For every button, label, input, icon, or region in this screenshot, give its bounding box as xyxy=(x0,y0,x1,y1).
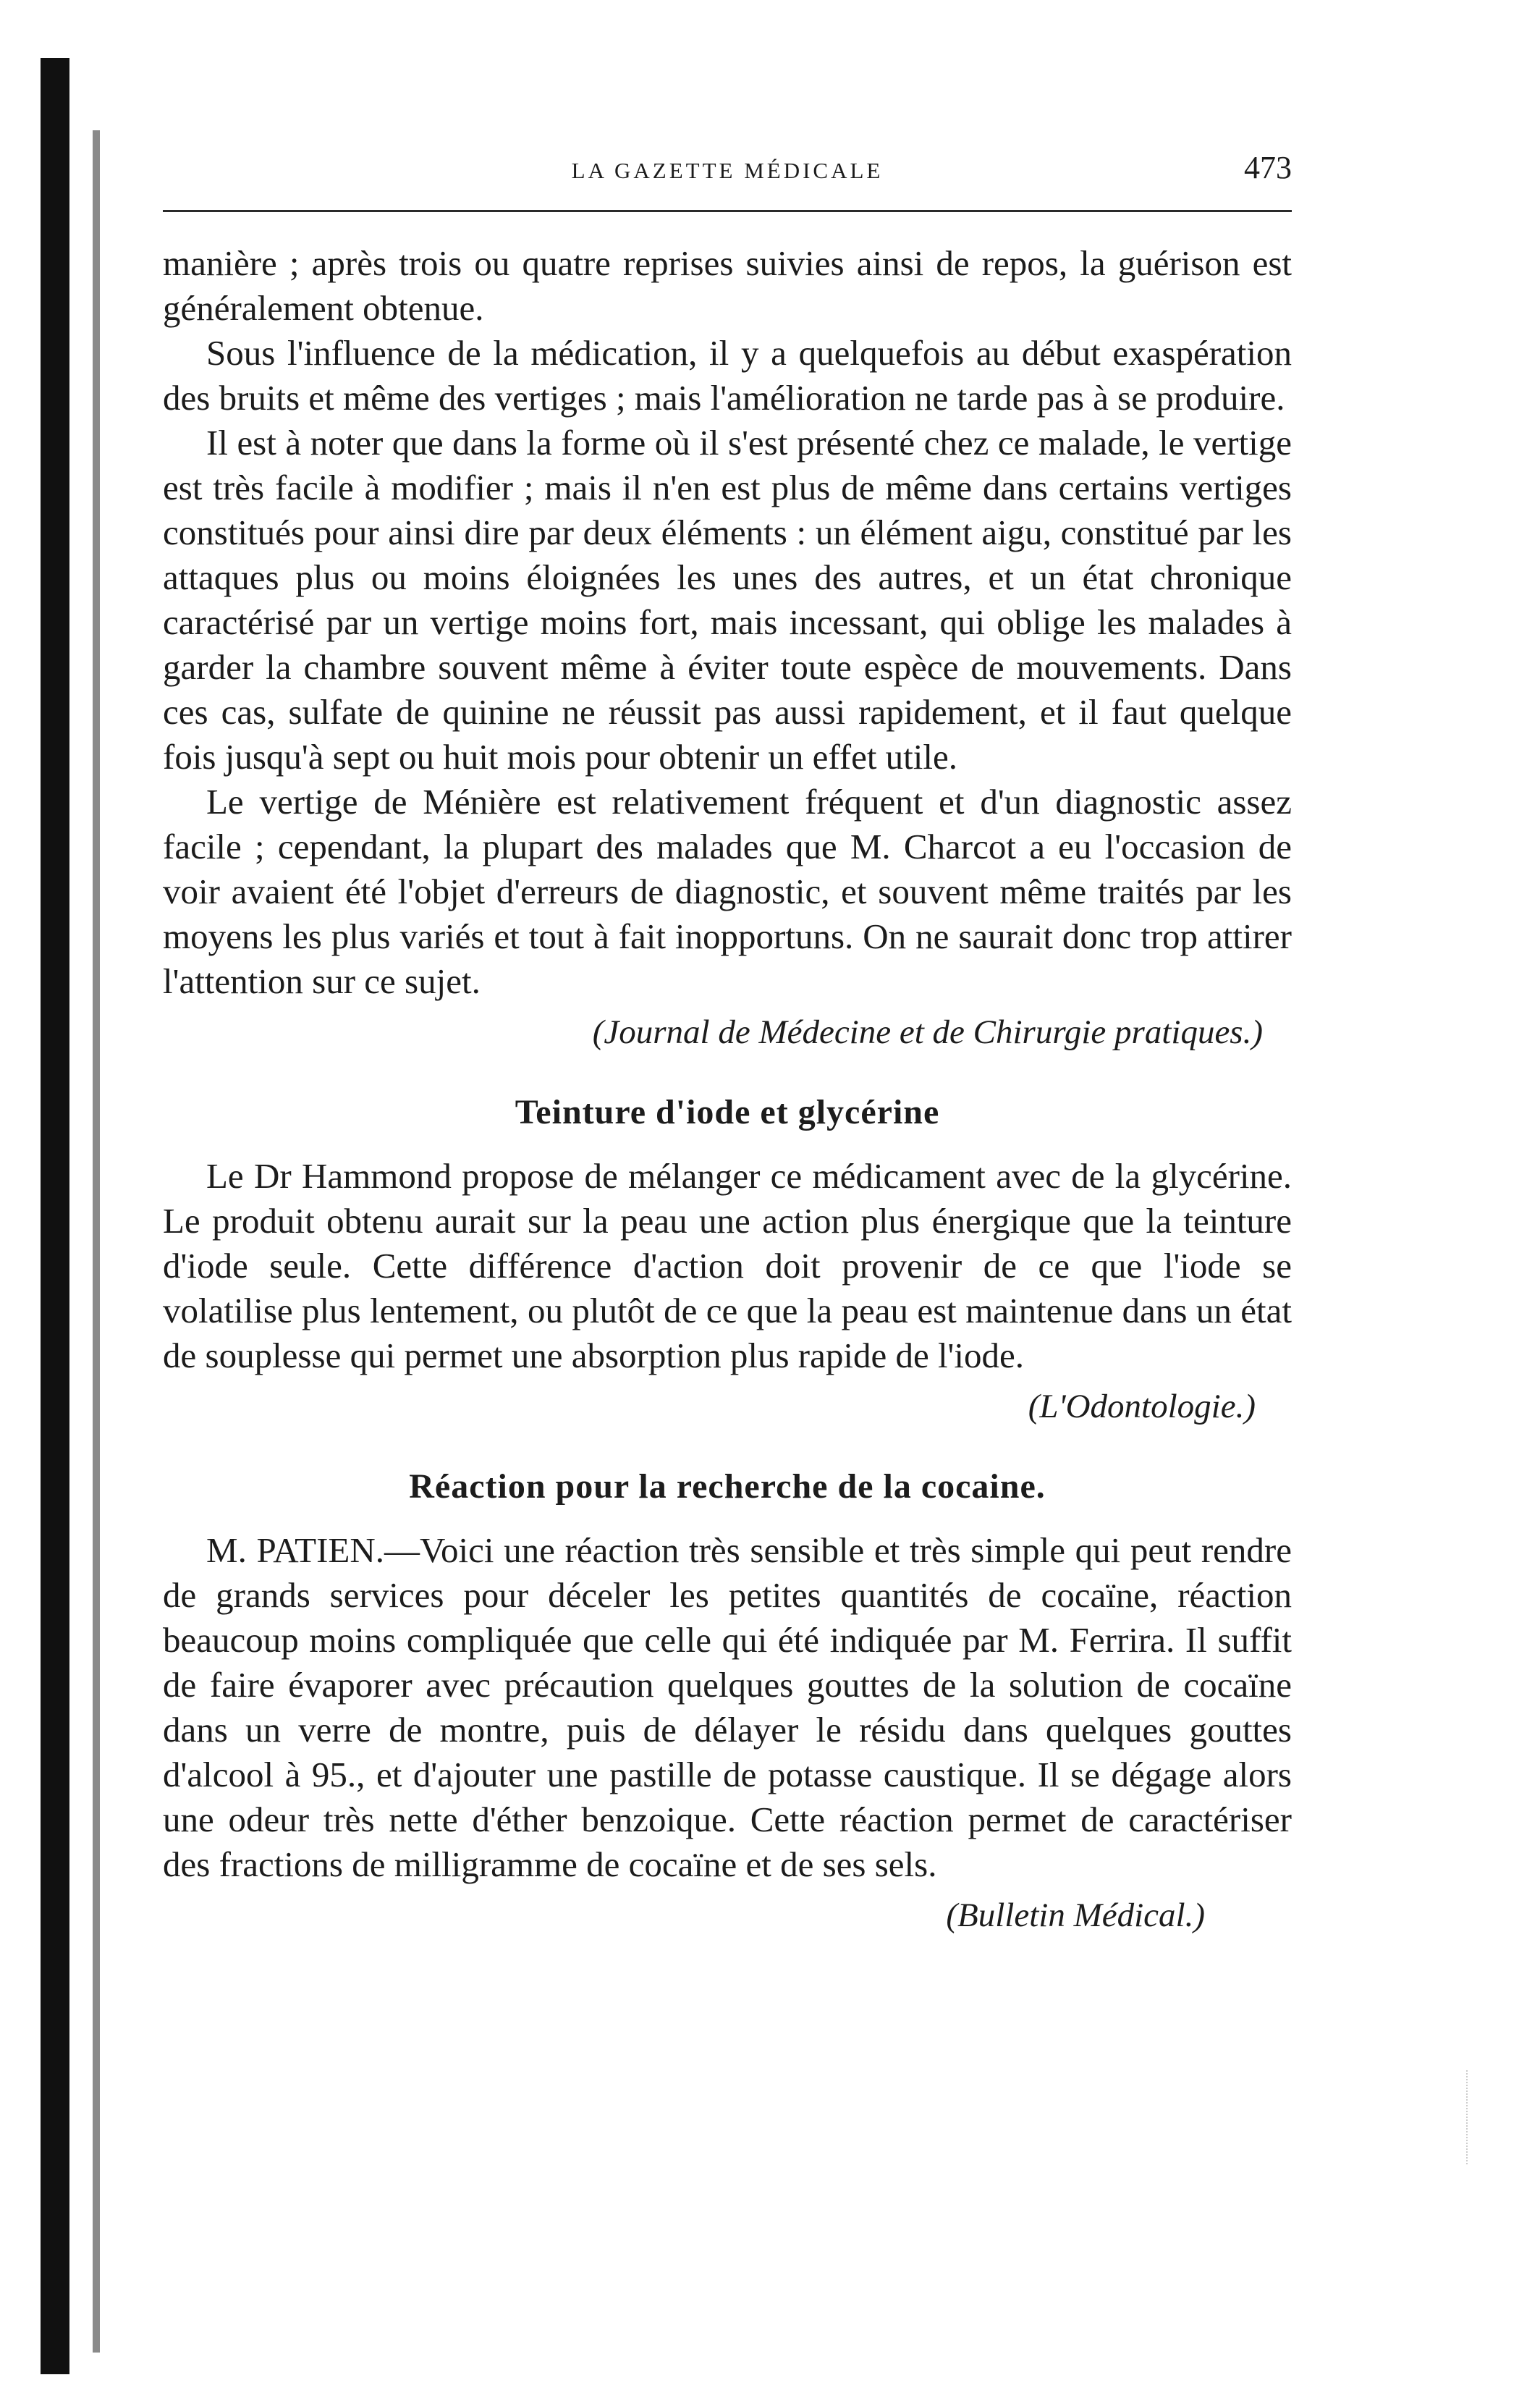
section-vertige xyxy=(163,241,1292,1055)
paragraph-forme-vertige: Il est à noter que dans la forme où il s'est présenté chez ce malade, le vertige est très facile à modifier ; mais il n'en est plus de même dans certains vertiges constitués pour ainsi dire par deux éléments : un élément aigu, constitué par les attaques plus ou moins éloignées les unes des autres, et un état chronique caractérisé par un vertige moins fort, mais incessant, qui oblige les malades à garder la chambre souvent même à éviter toute espèce de mouvements. Dans ces cas, sulfate de quinine ne réussit pas aussi rapidement, et il faut quelque fois jusqu'à sept ou huit mois pour obtenir un effet utile. xyxy=(163,423,1292,777)
article-body xyxy=(163,241,1292,1938)
paragraph-iode: Le Dr Hammond propose de mélanger ce médicament avec de la glycérine. Le produit obtenu aurait sur la peau une action plus énergique que la teinture d'iode seule. Cette différence d'action doit provenir de ce que l'iode se volatilise plus lentement, ou plutôt de ce que la peau est maintenue dans un état de souplesse qui permet une absorption plus rapide de l'iode. xyxy=(163,1156,1292,1375)
source-citation-odontologie: (L'Odontologie.) xyxy=(1028,1388,1256,1425)
document-page xyxy=(163,145,1292,1938)
paragraph-vertige-meniere: Le vertige de Ménière est relativement fréquent et d'un diagnostic assez facile ; cependant, la plupart des malades que M. Charcot a eu l'occasion de voir avaient été l'objet d'erreurs de diagnostic, et souvent même traités par les moyens les plus variés et tout à fait inopportuns. On ne saurait donc trop attirer l'attention sur ce sujet. xyxy=(163,782,1292,1001)
header-rule xyxy=(163,210,1292,212)
page-binding-shadow xyxy=(93,130,100,2353)
paragraph-continuation: manière ; après trois ou quatre reprises suivies ainsi de repos, la guérison est généralement obtenue. xyxy=(163,243,1292,328)
running-title: LA GAZETTE MÉDICALE xyxy=(571,158,884,183)
section-iode xyxy=(163,1092,1292,1429)
section-heading-cocaine: Réaction pour la recherche de la cocaine. xyxy=(409,1467,1046,1506)
page-binding-edge xyxy=(41,58,69,2374)
paragraph-influence: Sous l'influence de la médication, il y a quelquefois au début exaspération des bruits et même des vertiges ; mais l'amélioration ne tarde pas à se produire. xyxy=(163,333,1292,418)
page-number: 473 xyxy=(1244,150,1292,185)
page-margin-marks xyxy=(1466,2070,1511,2164)
running-header xyxy=(163,145,1292,188)
source-citation-bulletin: (Bulletin Médical.) xyxy=(946,1897,1205,1934)
section-heading-iode: Teinture d'iode et glycérine xyxy=(515,1093,940,1131)
section-cocaine xyxy=(163,1467,1292,1938)
paragraph-cocaine: M. PATIEN.—Voici une réaction très sensible et très simple qui peut rendre de grands services pour déceler les petites quantités de cocaïne, réaction beaucoup moins compliquée que celle qui été indiquée par M. Ferrira. Il suffit de faire évaporer avec précaution quelques gouttes de la solution de cocaïne dans un verre de montre, puis de délayer le résidu dans quelques gouttes d'alcool à 95., et d'ajouter une pastille de potasse caustique. Il se dégage alors une odeur très nette d'éther benzoique. Cette réaction permet de caractériser des fractions de milligramme de cocaïne et de ses sels. xyxy=(163,1530,1292,1884)
source-citation-journal: (Journal de Médecine et de Chirurgie pratiques.) xyxy=(592,1013,1263,1051)
